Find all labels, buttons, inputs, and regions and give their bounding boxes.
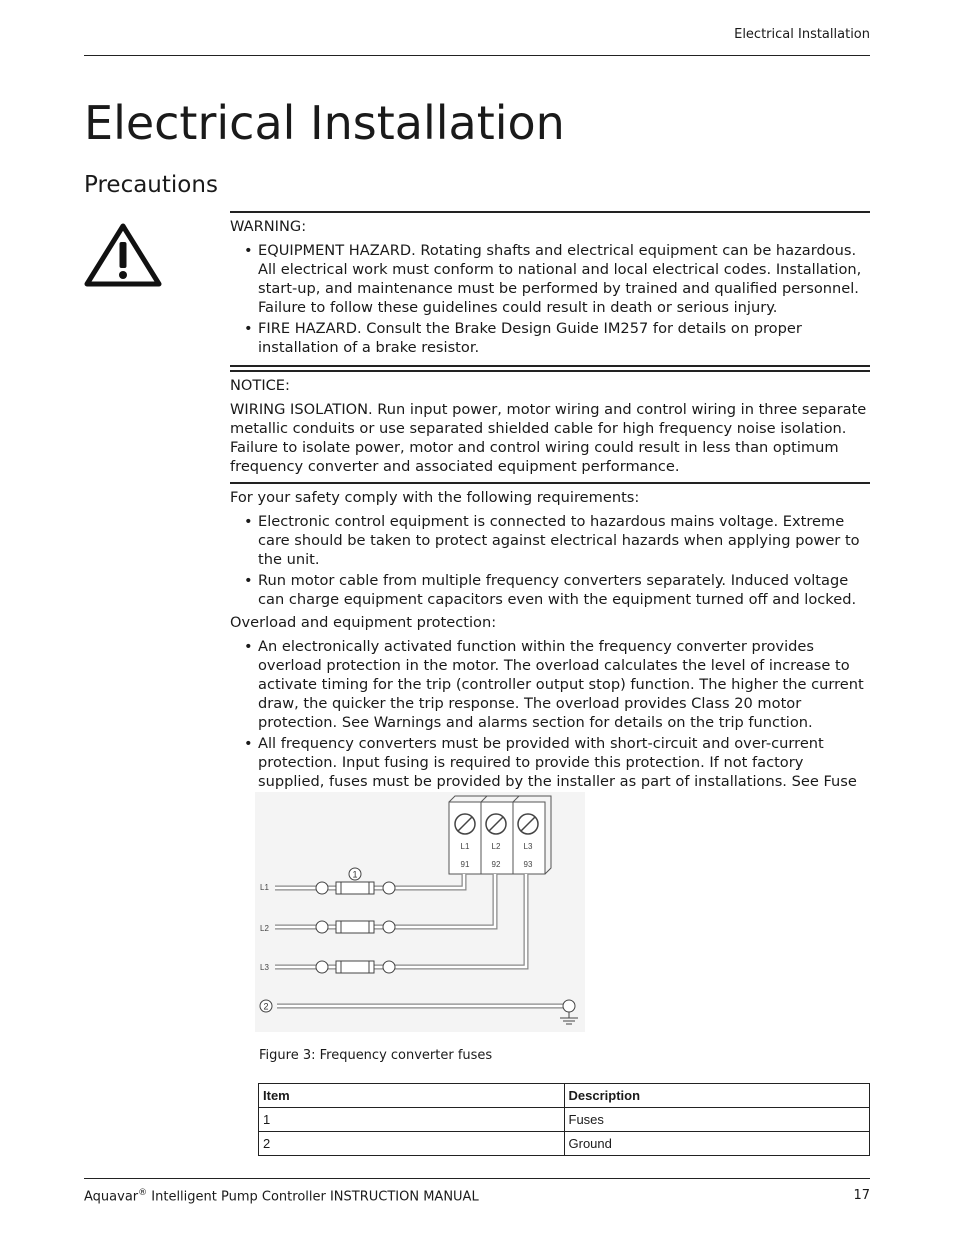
terminal-block	[449, 796, 551, 874]
callout-ground	[260, 1000, 272, 1012]
overload-item: • All frequency converters must be provided with short-circuit and over-current protection. Input fusing is required to provide this protection. If not factory supplied, fuses must be provided by the installer as part of installations. See Fuse	[230, 734, 870, 810]
page-footer	[84, 1178, 870, 1204]
terminal-number: 93	[523, 860, 533, 869]
warning-label: WARNING:	[230, 218, 307, 235]
table-row	[259, 1132, 870, 1156]
notice-box	[230, 370, 870, 484]
warning-list	[230, 241, 870, 357]
section-title: Precautions	[84, 172, 218, 198]
terminal-label: L1	[460, 842, 470, 851]
table-header: Description	[564, 1084, 870, 1108]
line-label: L3	[260, 963, 269, 972]
notice-label: NOTICE:	[230, 377, 290, 394]
table-cell: 1	[259, 1108, 565, 1132]
safety-item: • Electronic control equipment is connected to hazardous mains voltage. Extreme care should be taken to protect against electrical hazards when applying power to the unit.	[230, 512, 870, 569]
table-header: Item	[259, 1084, 565, 1108]
notice-text: WIRING ISOLATION. Run input power, motor wiring and control wiring in three separate metallic conduits or use separated shielded cable for high frequency noise isolation. Failure to isolate power, motor and control wiring could result in less than optimum frequency converter and associated equipment performance.	[230, 401, 867, 475]
line-label: L2	[260, 924, 269, 933]
warning-box	[230, 211, 870, 367]
footer-title: Intelligent Pump Controller INSTRUCTION MANUAL	[147, 1189, 479, 1205]
safety-item: • Run motor cable from multiple frequency converters separately. Induced voltage can charge equipment capacitors even with the equipment turned off and locked.	[230, 571, 870, 609]
svg-text:1: 1	[352, 869, 358, 880]
page-number: 17	[853, 1188, 870, 1203]
legend-table	[258, 1083, 870, 1156]
callout-fuse	[349, 868, 361, 880]
running-header	[84, 27, 870, 56]
svg-text:2: 2	[263, 1001, 269, 1012]
table-cell: Ground	[564, 1132, 870, 1156]
body-text	[230, 488, 870, 814]
terminal-screw-icon	[486, 814, 506, 834]
warning-triangle-icon	[84, 222, 162, 288]
footer-registered-mark: ®	[138, 1188, 148, 1198]
overload-intro: Overload and equipment protection:	[230, 614, 497, 631]
safety-list	[230, 512, 870, 609]
table-cell: 2	[259, 1132, 565, 1156]
footer-brand: Aquavar	[84, 1189, 139, 1205]
running-title: Electrical Installation	[734, 27, 870, 42]
safety-intro: For your safety comply with the following requirements:	[230, 489, 640, 506]
table-cell: Fuses	[564, 1108, 870, 1132]
terminal-number: 92	[491, 860, 501, 869]
warning-item: • EQUIPMENT HAZARD. Rotating shafts and electrical equipment can be hazardous. All electrical work must conform to national and local electrical codes. Installation, start-up, and maintenance must be performed by trained and qualified personnel. Failure to follow these guidelines could result in death or serious injury.	[230, 241, 870, 317]
terminal-label: L3	[523, 842, 533, 851]
table-header-row	[259, 1084, 870, 1108]
fuse-wiring-diagram	[255, 792, 585, 1032]
overload-list	[230, 637, 870, 810]
line-label: L1	[260, 883, 269, 892]
warning-item: • FIRE HAZARD. Consult the Brake Design Guide IM257 for details on proper installation of a brake resistor.	[230, 319, 870, 357]
terminal-screw-icon	[455, 814, 475, 834]
table-row	[259, 1108, 870, 1132]
figure-caption: Figure 3: Frequency converter fuses	[259, 1048, 493, 1063]
terminal-label: L2	[491, 842, 501, 851]
terminal-screw-icon	[518, 814, 538, 834]
overload-item: • An electronically activated function within the frequency converter provides overload protection in the motor. The overload calculates the level of increase to activate timing for the trip (controller output stop) function. The higher the current draw, the quicker the trip response. The overload provides Class 20 motor protection. See Warnings and alarms section for details on the trip function.	[230, 637, 870, 732]
terminal-number: 91	[460, 860, 470, 869]
page-title: Electrical Installation	[84, 96, 565, 150]
